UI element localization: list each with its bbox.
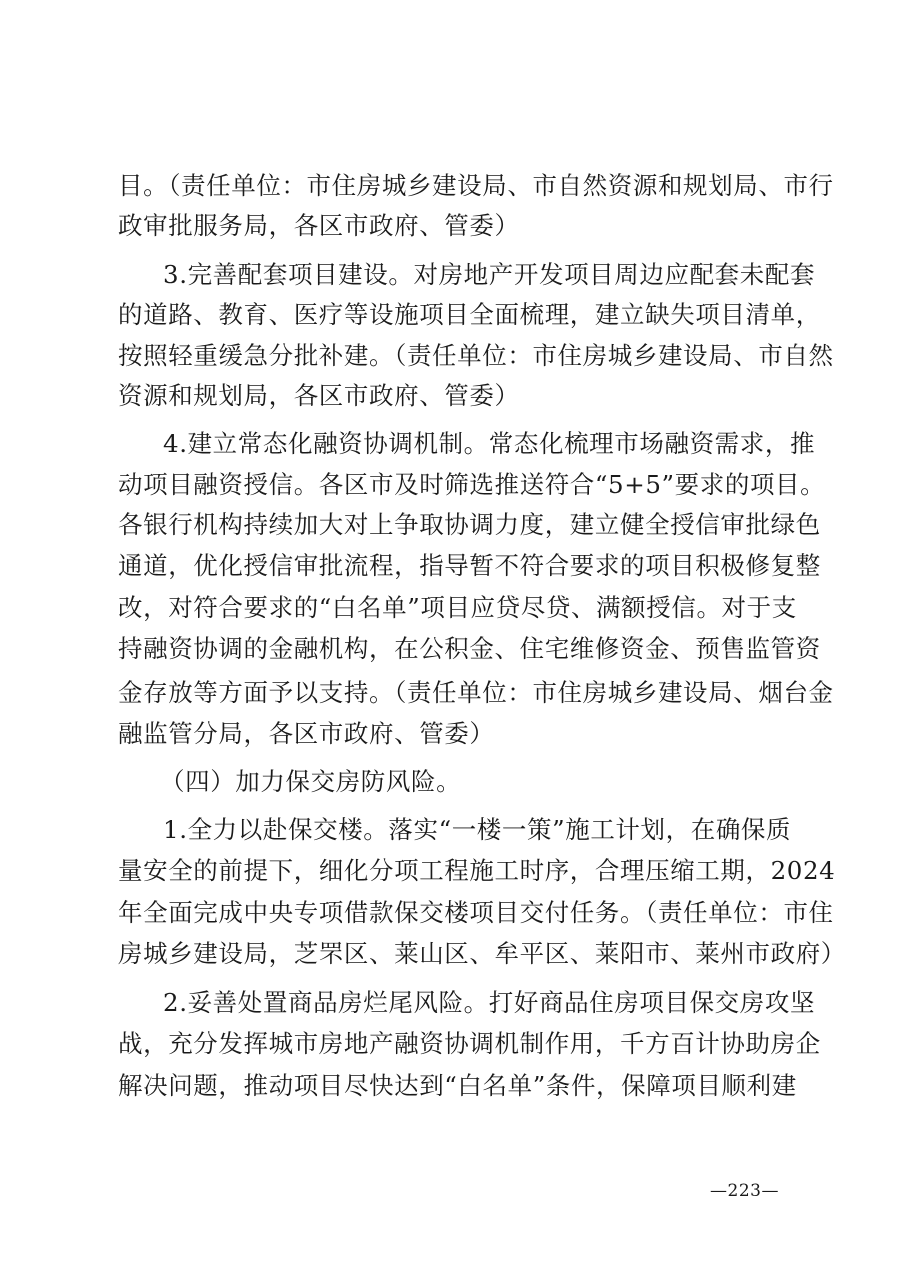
- text-line: 4.建立常态化融资协调机制。常态化梳理市场融资需求，推: [163, 429, 816, 458]
- text-line: 量安全的前提下，细化分项工程施工时序，合理压缩工期，2024: [118, 856, 836, 885]
- text-line: 融监管分局，各区市政府、管委）: [118, 719, 495, 748]
- text-line: 动项目融资授信。各区市及时筛选推送符合“5+5”要求的项目。: [118, 470, 826, 499]
- text-line: 改，对符合要求的“白名单”项目应贷尽贷、满额授信。对于支: [118, 593, 797, 622]
- text-line: 解决问题，推动项目尽快达到“白名单”条件，保障项目顺利建: [118, 1071, 797, 1100]
- text-line: 持融资协调的金融机构，在公积金、住宅维修资金、预售监管资: [118, 634, 821, 663]
- text-line: 金存放等方面予以支持。（责任单位：市住房城乡建设局、烟台金: [118, 678, 834, 707]
- page-number: —223—: [710, 1181, 779, 1201]
- text-line: 2.妥善处置商品房烂尾风险。打好商品住房项目保交房攻坚: [163, 988, 816, 1017]
- text-line: 按照轻重缓急分批补建。（责任单位：市住房城乡建设局、市自然: [118, 341, 834, 370]
- text-line: 战，充分发挥城市房地产融资协调机制作用，千方百计协助房企: [118, 1029, 821, 1058]
- text-line: 1.全力以赴保交楼。落实“一楼一策”施工计划，在确保质: [163, 815, 792, 844]
- text-line: 的道路、教育、医疗等设施项目全面梳理，建立缺失项目清单，: [118, 300, 821, 329]
- text-line: 目。（责任单位：市住房城乡建设局、市自然资源和规划局、市行: [118, 171, 834, 200]
- text-line: 年全面完成中央专项借款保交楼项目交付任务。（责任单位：市住: [118, 898, 834, 927]
- text-line: 3.完善配套项目建设。对房地产开发项目周边应配套未配套: [163, 260, 816, 289]
- text-line: 房城乡建设局，芝罘区、莱山区、牟平区、莱阳市、莱州市政府）: [118, 939, 846, 968]
- text-line: 资源和规划局，各区市政府、管委）: [118, 381, 520, 410]
- section-heading: （四）加力保交房防风险。: [160, 767, 462, 796]
- text-line: 政审批服务局，各区市政府、管委）: [118, 211, 520, 240]
- text-line: 通道，优化授信审批流程，指导暂不符合要求的项目积极修复整: [118, 551, 821, 580]
- text-line: 各银行机构持续加大对上争取协调力度，建立健全授信审批绿色: [118, 510, 821, 539]
